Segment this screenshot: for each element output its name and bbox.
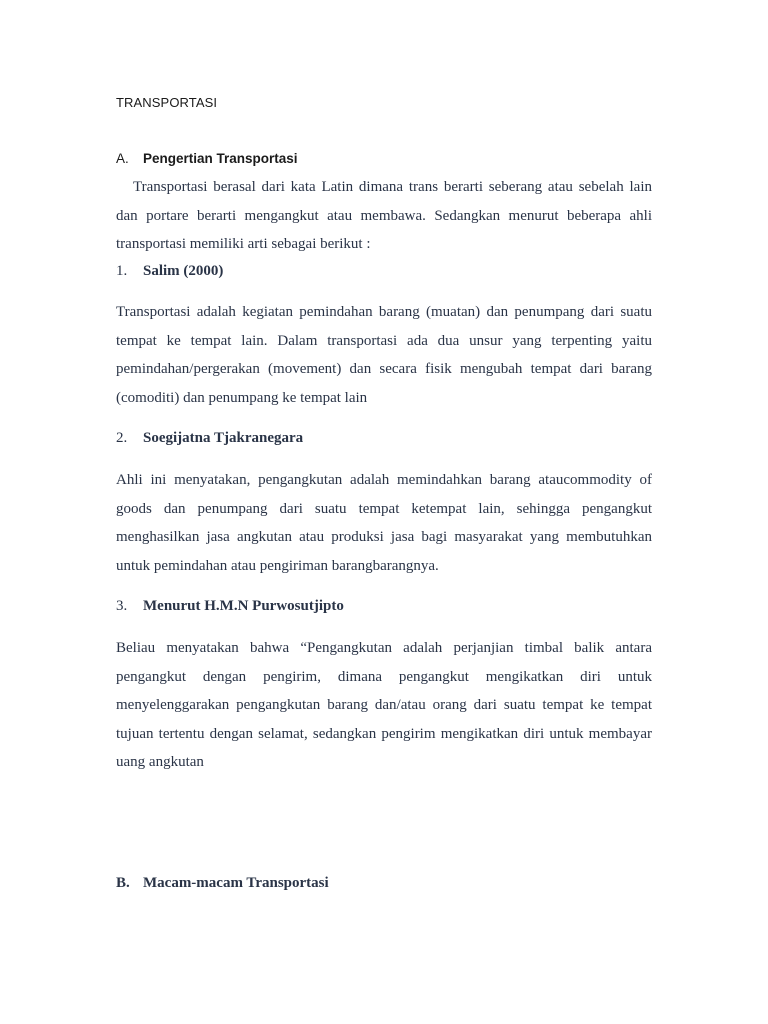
section-b-heading — [116, 875, 329, 892]
item-3-body: Beliau menyatakan bahwa “Pengangkutan adalah perjanjian timbal balik antara pengangkut dengan pengirim, dimana pengangkut mengikatkan diri untuk menyelenggarakan pengangkutan barang dan/atau orang dari suatu tempat ke tempat tujuan tertentu dengan selamat, sedangkan pengirim mengikatkan diri untuk membayar uang angkutan — [116, 640, 652, 770]
section-a-title: Pengertian Transportasi — [143, 151, 298, 166]
section-b-title: Macam-macam Transportasi — [143, 875, 329, 891]
item-3-heading — [116, 598, 344, 615]
section-a-intro: Transportasi berasal dari kata Latin dimana trans berarti seberang atau sebelah lain dan portare berarti mengangkut atau membawa. Sedangkan menurut beberapa ahli transportasi memiliki arti sebagai berikut : — [116, 179, 652, 252]
item-2-number: 2. — [116, 430, 128, 446]
item-2-heading — [116, 430, 303, 447]
item-1-body: Transportasi adalah kegiatan pemindahan barang (muatan) dan penumpang dari suatu tempat ke tempat lain. Dalam transportasi ada dua unsur yang terpenting yaitu pemindahan/pergerakan (movement) dan secara fisik mengubah tempat dari barang (comoditi) dan penumpang ke tempat lain — [116, 304, 652, 406]
item-2-body: Ahli ini menyatakan, pengangkutan adalah memindahkan barang ataucommodity of goods dan penumpang dari suatu tempat ketempat lain, sehingga pengangkut menghasilkan jasa angkutan atau produksi jasa bagi masyarakat yang membutuhkan untuk pemindahan atau pengiriman barangbarangnya. — [116, 472, 652, 574]
document-page — [116, 0, 652, 1024]
item-2-title: Soegijatna Tjakranegara — [143, 430, 304, 446]
document-title: TRANSPORTASI — [116, 95, 218, 110]
item-1-number: 1. — [116, 263, 128, 279]
item-3-number: 3. — [116, 598, 128, 614]
item-1-title: Salim (2000) — [143, 263, 224, 279]
section-a-letter: A. — [116, 151, 129, 166]
item-1-heading — [116, 263, 223, 280]
item-3-title: Menurut H.M.N Purwosutjipto — [143, 598, 344, 614]
section-b-letter: B. — [116, 875, 130, 891]
section-a-heading — [116, 151, 298, 166]
